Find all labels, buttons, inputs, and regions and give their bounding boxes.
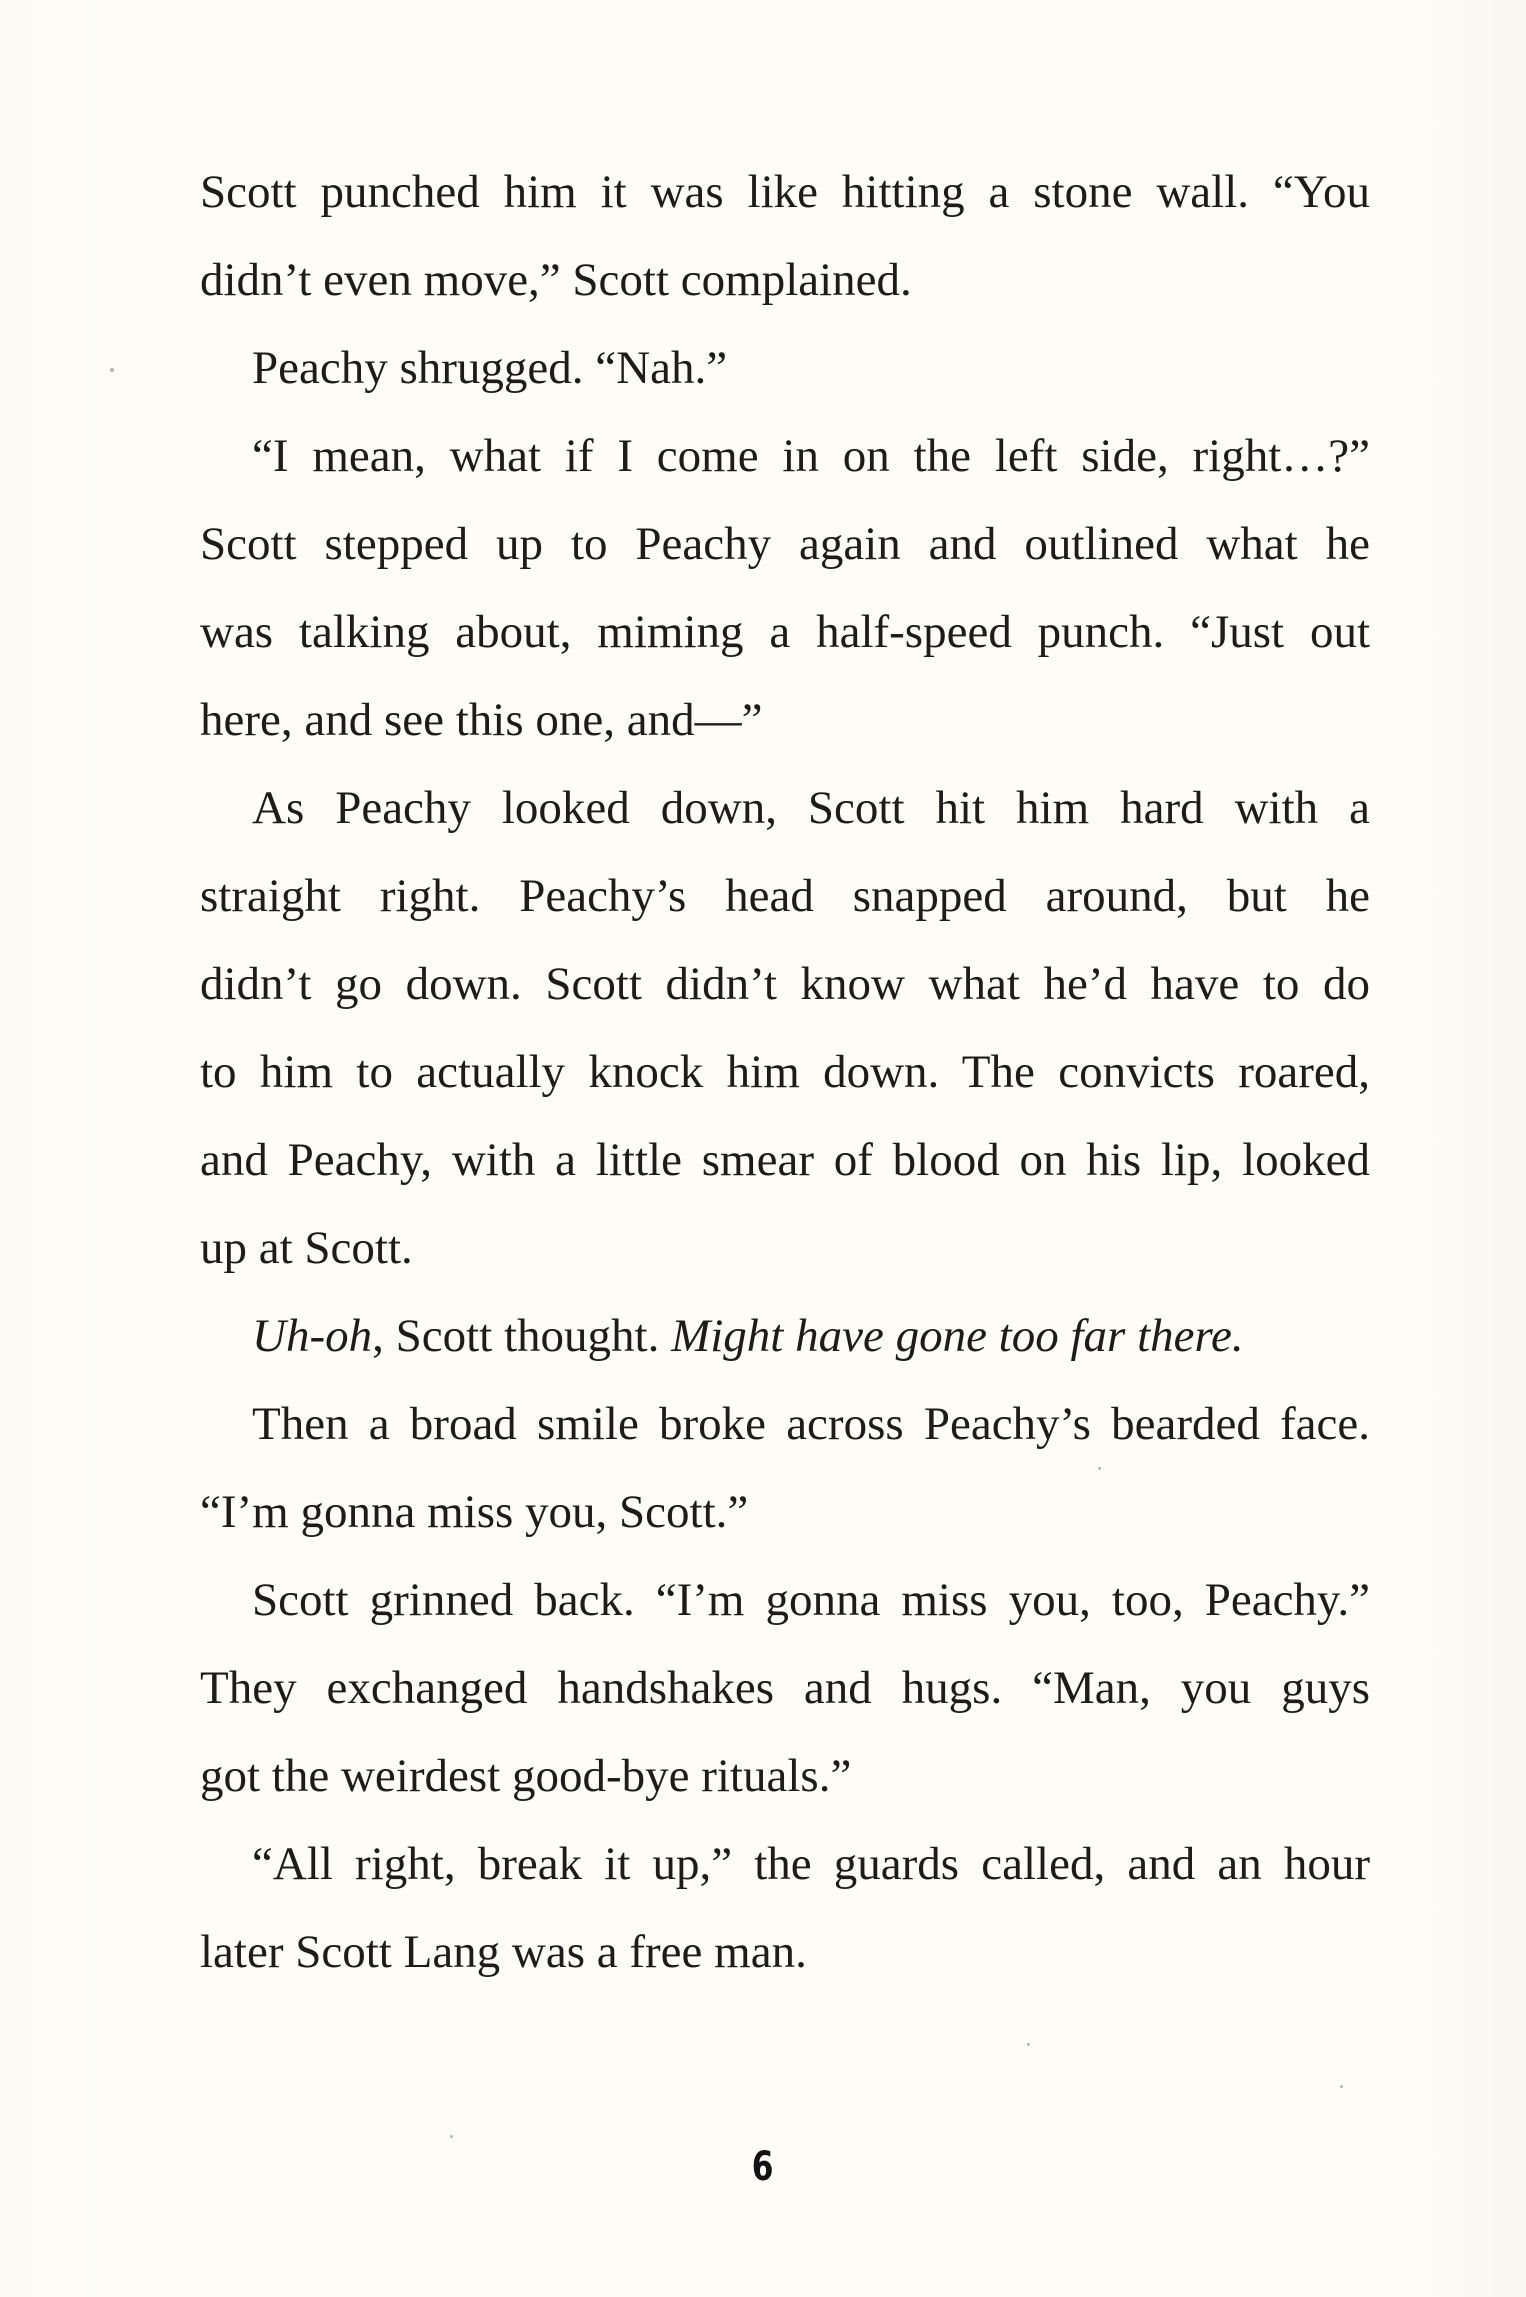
- body-text: [200, 148, 1370, 1996]
- text-line: [200, 1292, 1370, 1380]
- text-line: later Scott Lang was a free man.: [200, 1926, 807, 1978]
- text-line: straight right. Peachy’s head snapped around, but he: [200, 870, 1370, 922]
- paper-speck: [1340, 2085, 1343, 2088]
- text-line: As Peachy looked down, Scott hit him hard with a: [252, 782, 1370, 834]
- page-number: 6: [751, 2144, 775, 2190]
- text-line: to him to actually knock him down. The convicts roared,: [200, 1046, 1370, 1098]
- text-line: Then a broad smile broke across Peachy’s bearded face.: [252, 1398, 1370, 1450]
- text-segment: , Scott thought.: [372, 1310, 672, 1362]
- text-line: got the weirdest good-bye rituals.”: [200, 1750, 852, 1802]
- paper-speck: [450, 2135, 453, 2138]
- text-line: Scott stepped up to Peachy again and outlined what he: [200, 518, 1370, 570]
- italic-text: Uh-oh: [252, 1310, 373, 1362]
- text-line: Scott grinned back. “I’m gonna miss you, too, Peachy.”: [252, 1574, 1370, 1626]
- text-line: here, and see this one, and—”: [200, 694, 763, 746]
- paper-speck: [1027, 2043, 1030, 2046]
- text-line: didn’t go down. Scott didn’t know what he’d have to do: [200, 958, 1370, 1010]
- paper-speck: [110, 368, 114, 372]
- text-line: up at Scott.: [200, 1222, 413, 1274]
- text-line: “I’m gonna miss you, Scott.”: [200, 1486, 749, 1538]
- text-line: They exchanged handshakes and hugs. “Man, you guys: [200, 1662, 1370, 1714]
- text-line: and Peachy, with a little smear of blood on his lip, looked: [200, 1134, 1370, 1186]
- text-line: didn’t even move,” Scott complained.: [200, 254, 912, 306]
- text-line: Peachy shrugged. “Nah.”: [252, 342, 728, 394]
- text-line: Scott punched him it was like hitting a stone wall. “You: [200, 166, 1370, 218]
- text-line: “All right, break it up,” the guards called, and an hour: [252, 1838, 1370, 1890]
- italic-text: Might have gone too far there.: [671, 1310, 1244, 1362]
- paper-speck: [1098, 1467, 1101, 1470]
- text-line: was talking about, miming a half-speed punch. “Just out: [200, 606, 1370, 658]
- text-line: “I mean, what if I come in on the left side, right…?”: [252, 430, 1370, 482]
